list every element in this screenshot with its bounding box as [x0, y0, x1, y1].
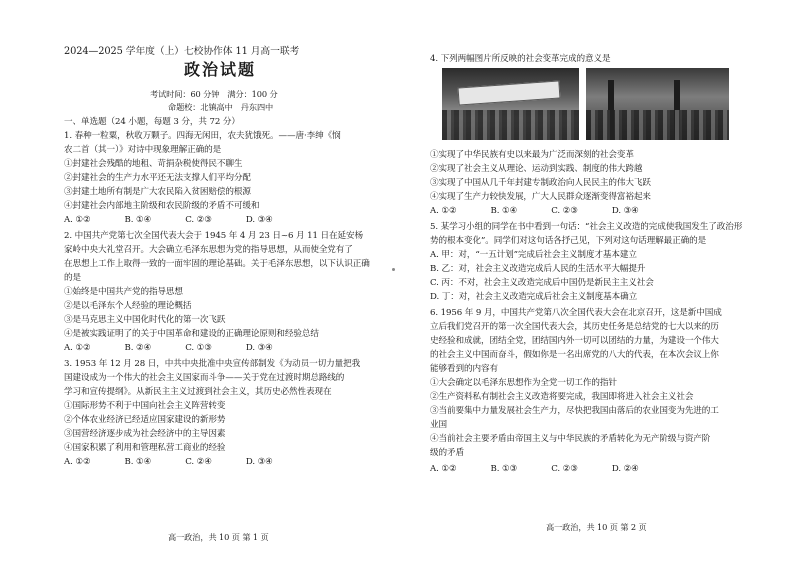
exam-page-2	[400, 0, 800, 566]
option-line: A. 甲：对，“一五计划”完成后社会主义制度才基本建立	[430, 250, 637, 260]
option-line: 级的矛盾	[430, 448, 464, 458]
question-line: 的社会主义中国而奋斗，假如你是一名出席党的八大的代表，在本次会议上你	[430, 350, 719, 360]
option-line: 业国	[430, 420, 447, 430]
page-title: 政治试题	[184, 60, 257, 79]
option-line: ④是被实践证明了的关于中国革命和建设的正确理论原则和经验总结	[64, 329, 319, 339]
option-line: ①大会确定以毛泽东思想作为全党一切工作的指针	[430, 378, 617, 388]
option-line: ④当前社会主要矛盾由帝国主义与中华民族的矛盾转化为无产阶级与资产阶	[430, 434, 711, 444]
question-line: 2. 中国共产党第七次全国代表大会于 1945 年 4 月 23 日~6 月 11 日在延安杨	[64, 231, 363, 241]
exam-header: 2024—2025 学年度（上）七校协作体 11 月高一联考	[64, 46, 300, 57]
scan-mark	[392, 268, 395, 271]
option-line: ③国营经济逐步成为社会经济中的主导因素	[64, 429, 226, 439]
question-line: 1. 春种一粒粟，秋收万颗子。四海无闲田，农夫犹饿死。——唐·李绅《悯	[64, 131, 341, 141]
question-line: 5. 某学习小组的同学在书中看到一句话：“社会主义改造的完成使我国发生了政治形	[430, 222, 743, 232]
question-line: 的是	[64, 273, 81, 283]
question-line: 史经验和成就，团结全党，团结国内外一切可以团结的力量，为建设一个伟大	[430, 336, 719, 346]
page-footer: 高一政治，共 10 页 第 2 页	[546, 522, 647, 532]
photo-banner	[457, 80, 560, 105]
exam-info: 考试时间：60 分钟 满分：100 分	[150, 89, 278, 99]
option-line: ③当前要集中力量发展社会生产力，尽快把我国由落后的农业国变为先进的工	[430, 406, 719, 416]
option-line: C. 丙：不对，社会主义改造完成后中国仍是新民主主义社会	[430, 278, 654, 288]
option-line: ③封建土地所有制是广大农民陷入贫困赔偿的根源	[64, 187, 251, 197]
photo-street-scene	[586, 68, 729, 140]
question-line: 立后我们党召开的第一次全国代表大会，其历史任务是总结党的七大以来的历	[430, 322, 719, 332]
section-heading: 一、单选题（24 小题，每题 3 分，共 72 分）	[64, 117, 240, 127]
question-line: 势的根本变化”。同学们对这句话各抒己见，下列对这句话理解最正确的是	[430, 236, 707, 246]
option-line: D. 丁：对，社会主义改造完成后社会主义制度基本确立	[430, 292, 638, 302]
answer-choices: A. ①② B. ①④ C. ②③ D. ③④	[430, 206, 639, 216]
photo-crowd	[442, 110, 579, 140]
option-line: ②个体农业经济已经适应国家建设的新形势	[64, 415, 226, 425]
option-line: ③是马克思主义中国化时代化的第一次飞跃	[64, 315, 226, 325]
option-line: ②是以毛泽东个人经验的理论概括	[64, 301, 192, 311]
question-line: 6. 1956 年 9 月，中国共产党第八次全国代表大会在北京召开，这是新中国成	[430, 308, 722, 318]
question-line: 4. 下列两幅图片所反映的社会变革完成的意义是	[430, 54, 611, 64]
question-line: 在思想上工作上取得一致的一面牢固的理论基础。关于毛泽东思想，以下认识正确	[64, 259, 370, 269]
option-line: ②封建社会的生产力水平还无法支撑人们平均分配	[64, 173, 251, 183]
option-line: ④国家积累了利用和管理私营工商业的经验	[64, 443, 226, 453]
option-line: ④封建社会内部地主阶级和农民阶级的矛盾不可缓和	[64, 201, 260, 211]
option-line: ④实现了生产力较快发展，广大人民群众逐渐变得富裕起来	[430, 192, 651, 202]
page-footer: 高一政治，共 10 页 第 1 页	[168, 532, 269, 542]
answer-choices: A. ①② B. ①④ C. ②④ D. ③④	[64, 457, 273, 467]
answer-choices: A. ①② B. ①④ C. ②③ D. ③④	[64, 215, 273, 225]
question-line: 学习和宣传提纲》。从新民主主义过渡到社会主义，其历史必然性表现在	[64, 387, 332, 397]
question-line: 家岭中央大礼堂召开。大会确立毛泽东思想为党的指导思想，从而使全党有了	[64, 245, 353, 255]
option-line: ①封建社会残酷的地租、苛捐杂税使得民不聊生	[64, 159, 243, 169]
option-line: ①实现了中华民族有史以来最为广泛而深刻的社会变革	[430, 150, 634, 160]
question-line: 国建设成为一个伟大的社会主义国家而斗争——关于党在过渡时期总路线的	[64, 373, 345, 383]
option-line: B. 乙：对，社会主义改造完成后人民的生活水平大幅提升	[430, 264, 646, 274]
option-line: ①国际形势不利于中国向社会主义阵营转变	[64, 401, 226, 411]
question-line: 能够看到的内容有	[430, 364, 498, 374]
option-line: ③实现了中国从几千年封建专制政治向人民民主的伟大飞跃	[430, 178, 651, 188]
photo-crowd	[586, 110, 729, 140]
option-line: ②生产资料私有制社会主义改造将要完成，我国即将进入社会主义社会	[430, 392, 694, 402]
question-line: 农二首（其一）》对诗中现象理解正确的是	[64, 145, 222, 155]
question-line: 3. 1953 年 12 月 28 日，中共中央批准中央宣传部制发《为动员一切力量把我	[64, 359, 361, 369]
answer-choices: A. ①② B. ①③ C. ②③ D. ②④	[430, 464, 639, 474]
answer-choices: A. ①② B. ②④ C. ①③ D. ③④	[64, 343, 273, 353]
option-line: ①始终是中国共产党的指导思想	[64, 287, 183, 297]
proposer-schools: 命题校：北镇高中 丹东四中	[168, 102, 274, 112]
photo-crowd-banner	[442, 68, 579, 140]
option-line: ②实现了社会主义从理论、运动到实践、制度的伟大跨越	[430, 164, 643, 174]
